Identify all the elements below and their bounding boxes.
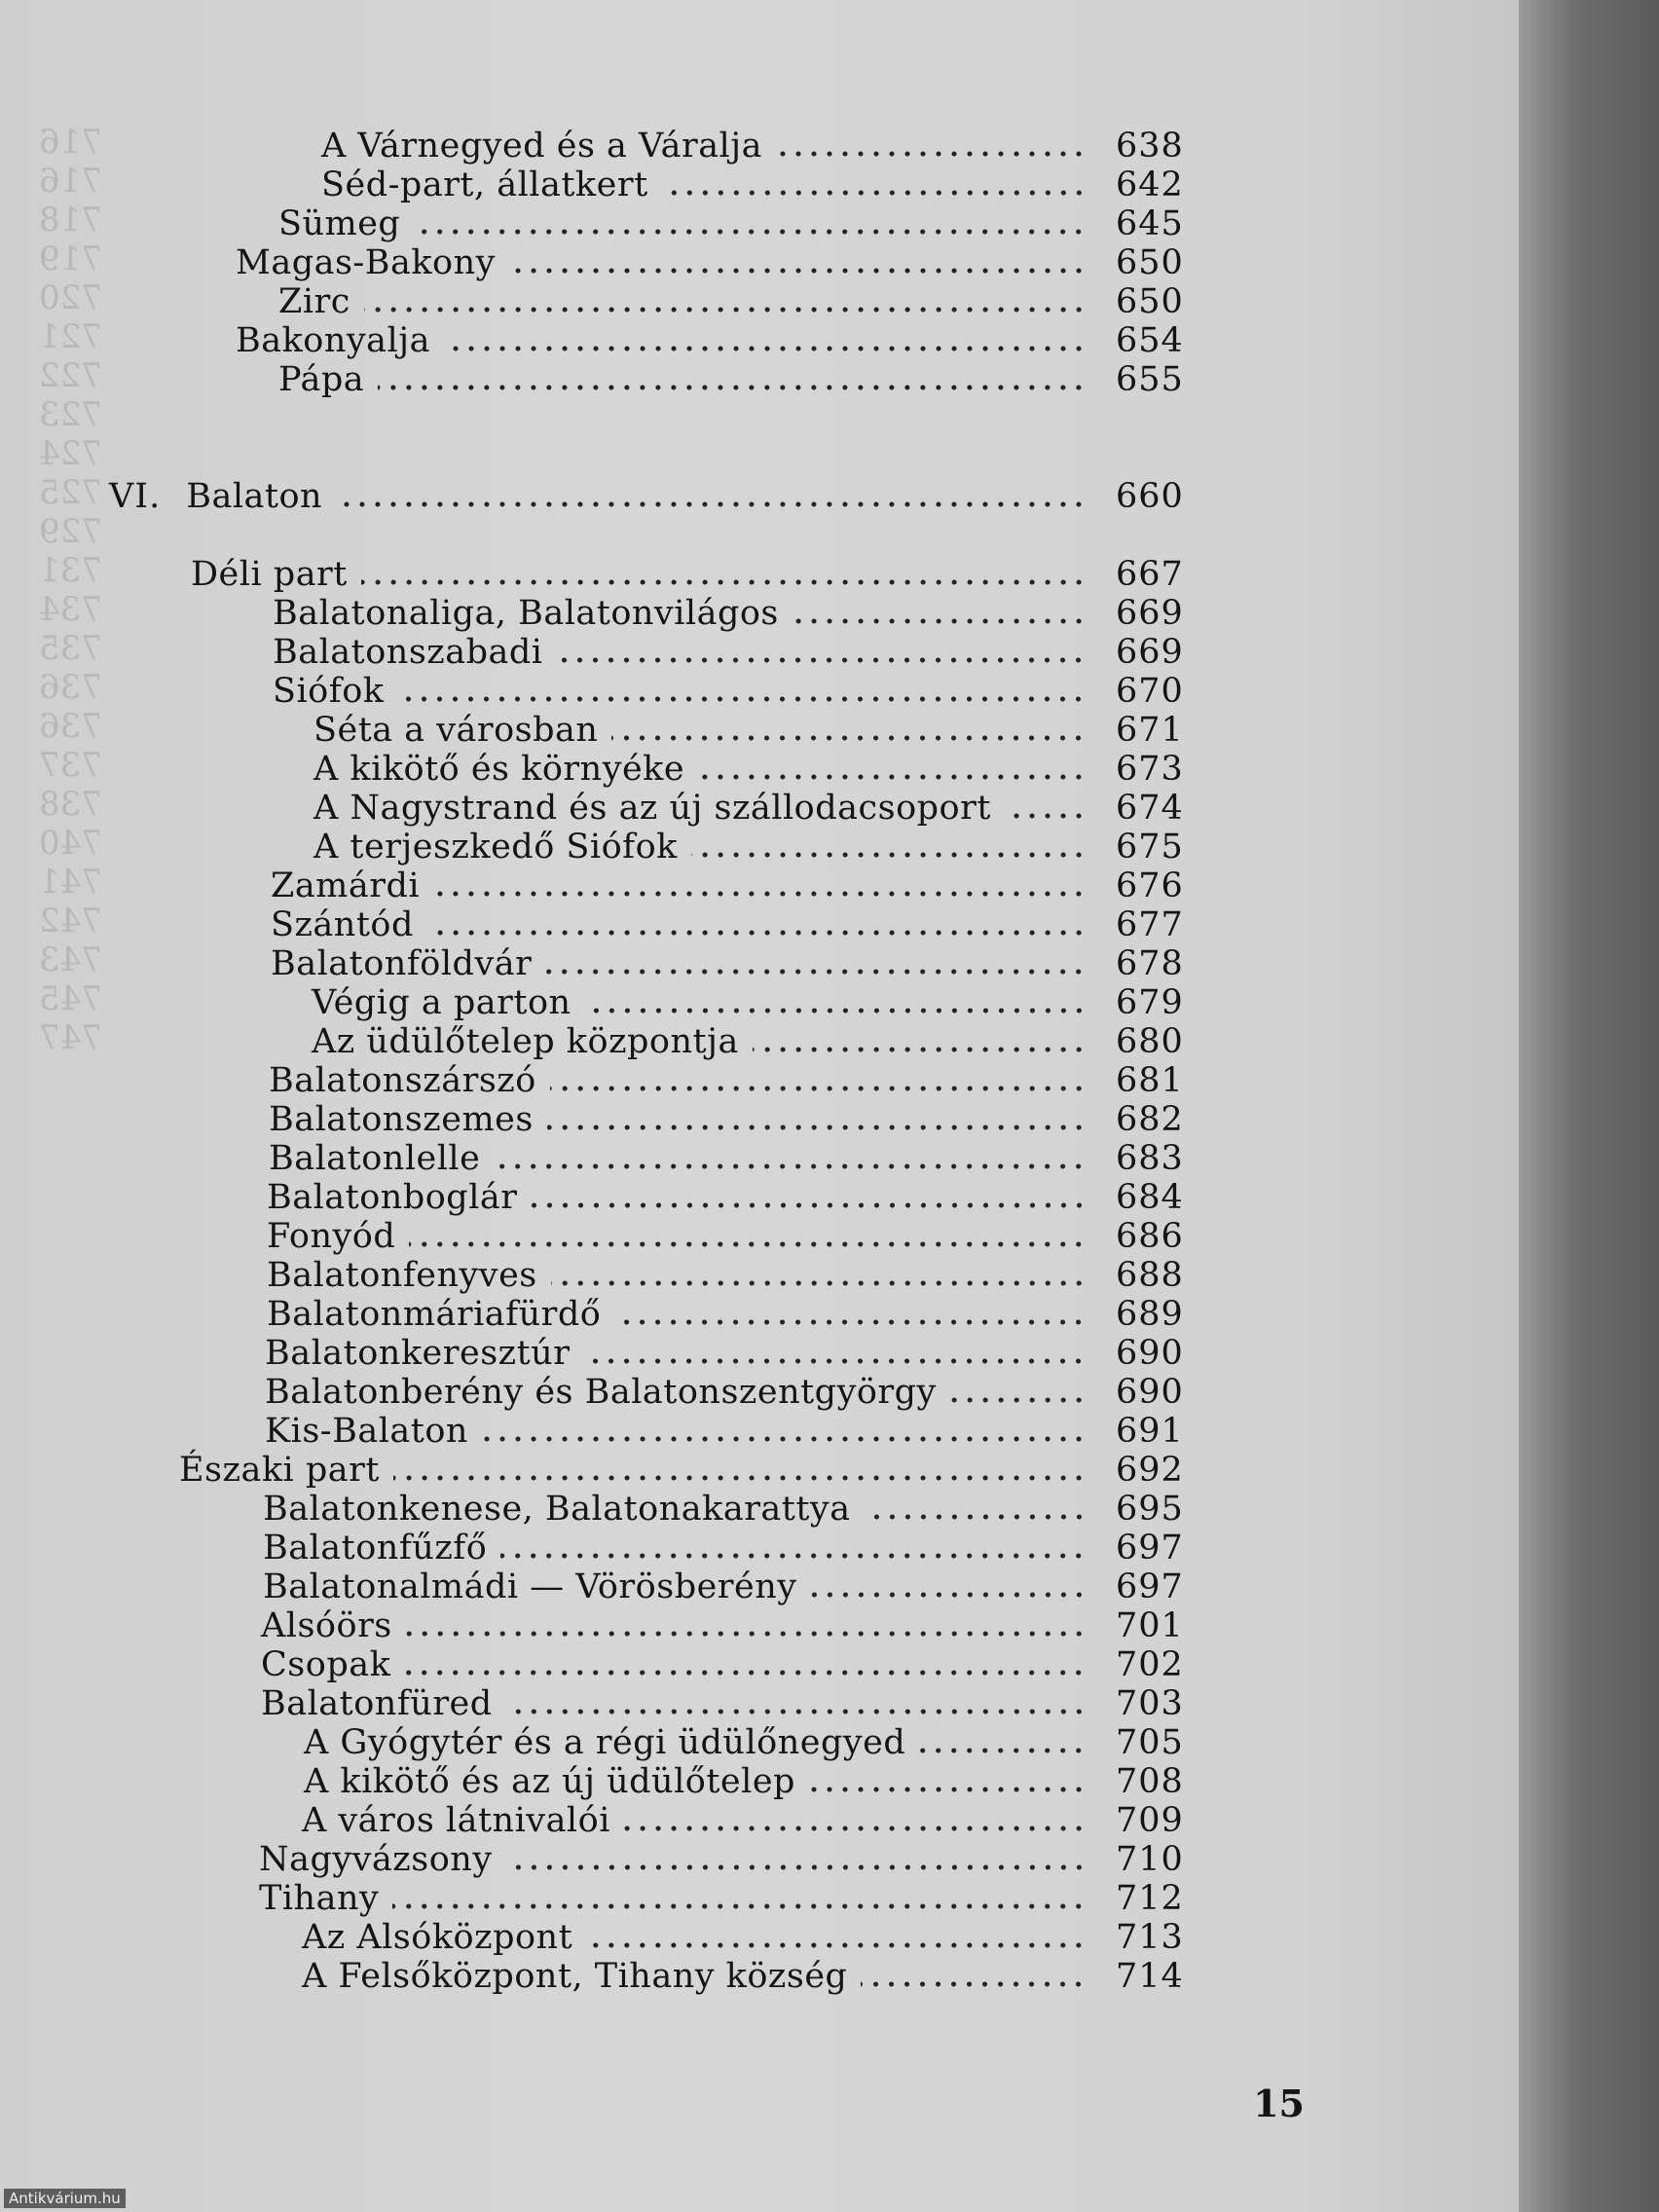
toc-title: Bakonyalja	[236, 321, 430, 360]
toc-page-number: 679	[1116, 983, 1184, 1022]
toc-page-number: 655	[1116, 360, 1184, 399]
toc-title: Végig a parton	[312, 983, 571, 1022]
toc-entry	[313, 711, 1184, 750]
dot-leader	[698, 765, 1087, 789]
toc-entry	[261, 1684, 1184, 1723]
dot-leader	[776, 142, 1087, 166]
toc-title: A Gyógytér és a régi üdülőnegyed	[304, 1723, 906, 1762]
toc-chapter-entry	[109, 477, 1184, 516]
dot-leader	[793, 609, 1087, 633]
toc-page-number: 697	[1116, 1529, 1184, 1567]
toc-entry	[278, 282, 1184, 321]
toc-page-number: 714	[1116, 1957, 1184, 1996]
dot-leader	[506, 1856, 1087, 1879]
toc-title: Balatonalmádi — Vörösberény	[263, 1567, 797, 1606]
dot-leader	[950, 1388, 1087, 1412]
toc-page-number: 677	[1116, 905, 1184, 944]
toc-entry	[278, 360, 1184, 399]
dot-leader	[393, 1466, 1087, 1490]
toc-page-number: 702	[1116, 1645, 1184, 1684]
toc-title: Séta a városban	[313, 711, 599, 750]
toc-page-number: 667	[1116, 555, 1184, 594]
toc-title: A terjeszkedő Siófok	[313, 828, 678, 866]
dot-leader	[1005, 804, 1087, 828]
toc-entry	[313, 828, 1184, 866]
dot-leader	[494, 1155, 1087, 1178]
dot-leader	[556, 648, 1087, 672]
toc-entry	[265, 1373, 1184, 1412]
toc-title: Balatonszárszó	[269, 1061, 536, 1100]
toc-page-number: 684	[1116, 1178, 1184, 1217]
toc-page-number: 691	[1116, 1412, 1184, 1451]
toc-entry	[321, 166, 1184, 204]
dot-leader	[861, 1972, 1087, 1996]
toc-title: Balatonberény és Balatonszentgyörgy	[265, 1373, 937, 1412]
toc-title: Fonyód	[267, 1217, 396, 1256]
toc-title: Balatonszemes	[269, 1100, 534, 1139]
toc-title: Csopak	[261, 1645, 391, 1684]
toc-entry	[259, 1879, 1184, 1918]
toc-entry	[267, 1295, 1184, 1334]
toc-title: Kis-Balaton	[265, 1412, 468, 1451]
dot-leader	[444, 337, 1087, 360]
toc-page-number: 705	[1116, 1723, 1184, 1762]
dot-leader	[611, 726, 1087, 750]
dot-leader	[753, 1038, 1087, 1061]
toc-title: Balatonszabadi	[273, 633, 543, 672]
dot-leader	[364, 298, 1087, 321]
dot-leader	[404, 1661, 1087, 1684]
toc-title: A kikötő és az új üdülőtelep	[304, 1762, 795, 1801]
toc-page-number: 669	[1116, 633, 1184, 672]
toc-page-number: 673	[1116, 750, 1184, 789]
toc-entry	[265, 1334, 1184, 1373]
toc-title: Balatonfüred	[261, 1684, 493, 1723]
toc-entry	[271, 905, 1184, 944]
toc-entry	[236, 243, 1184, 282]
toc-title: A kikötő és környéke	[313, 750, 685, 789]
dot-leader	[482, 1427, 1087, 1451]
source-watermark: Antikvárium.hu	[4, 2189, 126, 2208]
toc-page-number: 709	[1116, 1801, 1184, 1840]
toc-title: Balaton	[186, 477, 323, 516]
toc-entry	[267, 1178, 1184, 1217]
toc-page-number: 671	[1116, 711, 1184, 750]
dot-leader	[545, 960, 1087, 983]
dot-leader	[406, 1622, 1087, 1645]
toc-title: A Nagystrand és az új szállodacsoport	[313, 789, 991, 828]
toc-entry	[263, 1490, 1184, 1529]
toc-entry	[271, 944, 1184, 983]
dot-leader	[547, 1116, 1087, 1139]
toc-page-number: 697	[1116, 1567, 1184, 1606]
toc-page-number: 708	[1116, 1762, 1184, 1801]
toc-entry	[302, 1918, 1184, 1957]
toc-page-number: 638	[1116, 127, 1184, 166]
toc-page-number: 682	[1116, 1100, 1184, 1139]
toc-page-number: 675	[1116, 828, 1184, 866]
toc-entry	[312, 983, 1184, 1022]
toc-entry	[304, 1723, 1184, 1762]
toc-page-number: 650	[1116, 243, 1184, 282]
toc-page-number: 670	[1116, 672, 1184, 711]
dot-leader	[506, 1700, 1087, 1723]
toc-title: Zirc	[278, 282, 350, 321]
chapter-number: VI.	[109, 477, 162, 516]
toc-entry	[259, 1840, 1184, 1879]
toc-entry	[236, 321, 1184, 360]
toc-title: Sümeg	[278, 204, 401, 243]
toc-entry	[313, 750, 1184, 789]
toc-page-number: 695	[1116, 1490, 1184, 1529]
dot-leader	[586, 1934, 1087, 1957]
toc-title: A Felsőközpont, Tihany község	[302, 1957, 848, 1996]
toc-title: Balatonfűzfő	[263, 1529, 488, 1567]
toc-page-number: 690	[1116, 1334, 1184, 1373]
dot-leader	[433, 882, 1087, 905]
toc-entry	[273, 594, 1184, 633]
dot-leader	[378, 376, 1087, 399]
toc-title: A Várnegyed és a Váralja	[321, 127, 762, 166]
toc-title: Balatonmáriafürdő	[267, 1295, 602, 1334]
toc-title: Pápa	[278, 360, 365, 399]
toc-entry	[273, 633, 1184, 672]
dot-leader	[361, 571, 1087, 594]
toc-entry	[269, 1061, 1184, 1100]
toc-title: Balatonboglár	[267, 1178, 518, 1217]
dot-leader	[583, 1349, 1087, 1373]
dot-leader	[509, 259, 1087, 282]
toc-page-number: 688	[1116, 1256, 1184, 1295]
toc-page-number: 674	[1116, 789, 1184, 828]
dot-leader	[397, 687, 1087, 711]
toc-page-number: 681	[1116, 1061, 1184, 1100]
toc-title: Zamárdi	[271, 866, 421, 905]
toc-page-number: 701	[1116, 1606, 1184, 1645]
toc-page-number: 669	[1116, 594, 1184, 633]
dot-leader	[691, 843, 1087, 866]
toc-page-number: 642	[1116, 166, 1184, 204]
dot-leader	[614, 1310, 1087, 1334]
toc-entry	[265, 1412, 1184, 1451]
dot-leader	[551, 1272, 1087, 1295]
toc-title: Balatonföldvár	[271, 944, 533, 983]
toc-entry	[273, 672, 1184, 711]
toc-title: Balatonkenese, Balatonakarattya	[263, 1490, 851, 1529]
dot-leader	[811, 1583, 1087, 1606]
toc-title: Balatonkeresztúr	[265, 1334, 571, 1373]
toc-entry	[267, 1256, 1184, 1295]
dot-leader	[624, 1817, 1087, 1840]
toc-page-number: 689	[1116, 1295, 1184, 1334]
show-through-bleed: 716 716 718 719 720 721 722 723 724 725 729 731 734 735 736 736 737 738 740 741 742 743 745 747	[39, 123, 102, 1057]
toc-entry	[302, 1957, 1184, 1996]
dot-leader	[809, 1778, 1087, 1801]
toc-page-number: 680	[1116, 1022, 1184, 1061]
toc-title: Balatonaliga, Balatonvilágos	[273, 594, 779, 633]
toc-title: Tihany	[259, 1879, 380, 1918]
toc-title: Az Alsóközpont	[302, 1918, 573, 1957]
dot-leader	[662, 181, 1087, 204]
toc-title: Déli part	[191, 555, 348, 594]
toc-title: Balatonlelle	[269, 1139, 481, 1178]
dot-leader	[865, 1505, 1087, 1529]
toc-page-number: 654	[1116, 321, 1184, 360]
dot-leader	[414, 220, 1087, 243]
dot-leader	[585, 999, 1087, 1022]
toc-entry	[267, 1217, 1184, 1256]
toc-entry	[278, 204, 1184, 243]
toc-entry	[304, 1762, 1184, 1801]
toc-page-number: 713	[1116, 1918, 1184, 1957]
page-folio-number: 15	[1253, 2082, 1305, 2125]
toc-title: Balatonfenyves	[267, 1256, 537, 1295]
toc-page-number: 645	[1116, 204, 1184, 243]
toc-title: Az üdülőtelep központja	[312, 1022, 739, 1061]
toc-title: Alsóörs	[261, 1606, 392, 1645]
toc-entry	[263, 1529, 1184, 1567]
toc-page-number: 690	[1116, 1373, 1184, 1412]
toc-title: A város látnivalói	[302, 1801, 610, 1840]
toc-title: Szántód	[271, 905, 414, 944]
toc-entry	[302, 1801, 1184, 1840]
toc-page-number: 692	[1116, 1451, 1184, 1490]
toc-entry	[313, 789, 1184, 828]
dot-leader	[550, 1077, 1087, 1100]
toc-page-number: 676	[1116, 866, 1184, 905]
toc-entry	[191, 555, 1184, 594]
toc-title: Északi part	[179, 1451, 380, 1490]
toc-page-number: 678	[1116, 944, 1184, 983]
toc-page-number: 650	[1116, 282, 1184, 321]
toc-entry	[261, 1645, 1184, 1684]
page-edge-shadow	[1519, 0, 1659, 2212]
toc-entry	[321, 127, 1184, 166]
toc-page-number: 660	[1116, 477, 1184, 516]
toc-entry	[269, 1100, 1184, 1139]
toc-title: Magas-Bakony	[236, 243, 496, 282]
dot-leader	[409, 1233, 1087, 1256]
toc-entry	[269, 1139, 1184, 1178]
dot-leader	[532, 1194, 1088, 1217]
toc-page-number: 710	[1116, 1840, 1184, 1879]
toc-page-number: 683	[1116, 1139, 1184, 1178]
toc-entry	[271, 866, 1184, 905]
dot-leader	[919, 1739, 1087, 1762]
toc-page-number: 712	[1116, 1879, 1184, 1918]
toc-title: Siófok	[273, 672, 385, 711]
toc-entry	[179, 1451, 1184, 1490]
toc-title: Nagyvázsony	[259, 1840, 493, 1879]
toc-entry	[263, 1567, 1184, 1606]
toc-page-number: 686	[1116, 1217, 1184, 1256]
toc-title: Séd-part, állatkert	[321, 166, 648, 204]
toc-entry	[261, 1606, 1184, 1645]
toc-entry	[312, 1022, 1184, 1061]
dot-leader	[427, 921, 1087, 944]
toc-page-number: 703	[1116, 1684, 1184, 1723]
dot-leader	[500, 1544, 1087, 1567]
dot-leader	[392, 1895, 1087, 1918]
dot-leader	[336, 493, 1087, 516]
